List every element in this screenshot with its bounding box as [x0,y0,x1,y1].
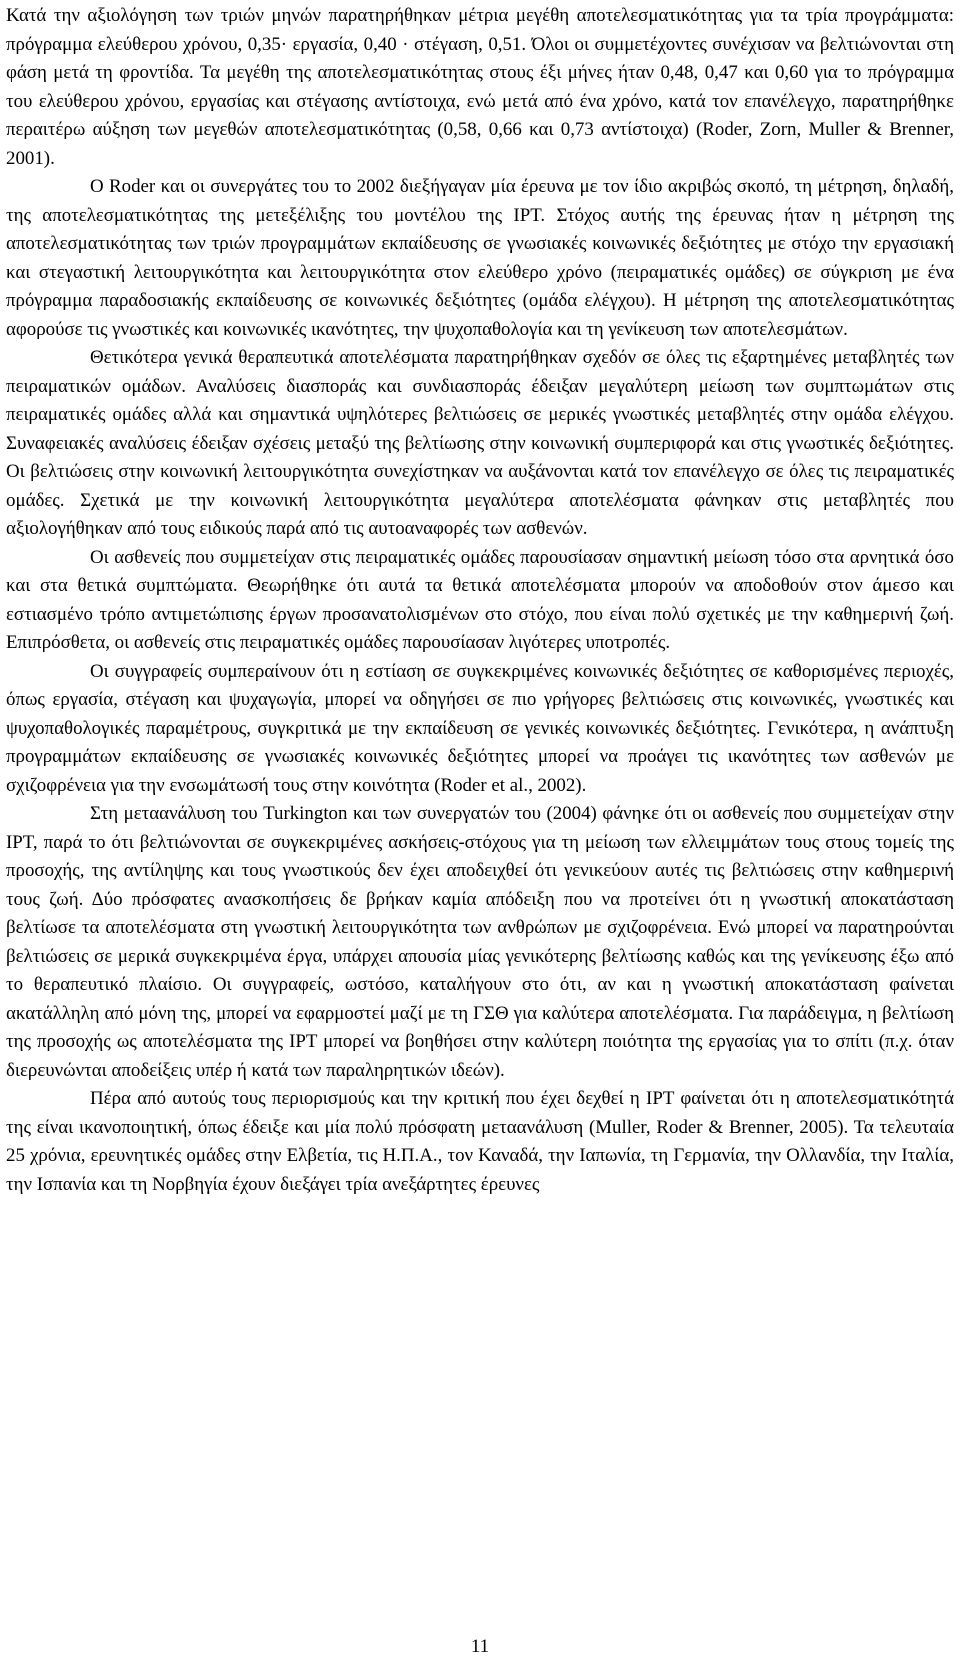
paragraph-turkington-meta-analysis: Στη μεταανάλυση του Turkington και των συνεργατών του (2004) φάνηκε ότι οι ασθενείς που συμμετείχαν στην IPT, παρά το ότι βελτιώνονται σε συγκεκριμένες ασκήσεις-στόχους για τη μείωση των ελλειμμάτων τους στους τομείς της προσοχής, της αντίληψης και τους γνωστικούς δεν έχει αποδειχθεί ότι γενικεύουν αυτές τις βελτιώσεις στην καθημερινή τους ζωή. Δύο πρόσφατες ανασκοπήσεις δε βρήκαν καμία απόδειξη που να προτείνει ότι η γνωστική αποκατάσταση βελτίωσε τα αποτελέσματα στη γνωστική λειτουργικότητα των ανθρώπων με σχιζοφρένεια. Ενώ μπορεί να παρατηρούνται βελτιώσεις σε μερικά συγκεκριμένα έργα, υπάρχει απουσία μίας γενικότερης βελτίωσης καθώς και της γενίκευσης έξω από το θεραπευτικό πλαίσιο. Οι συγγραφείς, ωστόσο, καταλήγουν στο ότι, αν και η γνωστική αποκατάσταση φαίνεται ακατάλληλη από μόνη της, μπορεί να εφαρμοστεί μαζί με τη ΓΣΘ για καλύτερα αποτελέσματα. Για παράδειγμα, η βελτίωση της προσοχής ως αποτελέσματα της IPT μπορεί να βοηθήσει στην καλύτερη ποιότητα της εργασίας για το σπίτι (π.χ. όταν διερευνώνται αποδείξεις υπέρ ή κατά των παραληρητικών ιδεών). [6,803,954,1081]
paragraph-roder-2002-study: Ο Roder και οι συνεργάτες του το 2002 διεξήγαγαν μία έρευνα με τον ίδιο ακριβώς σκοπό, τη μέτρηση, δηλαδή, της αποτελεσματικότητας της μετεξέλιξης του μοντέλου της IPT. Στόχος αυτής της έρευνας ήταν η μέτρηση της αποτελεσματικότητας των τριών προγραμμάτων εκπαίδευσης σε γνωσιακές κοινωνικές δεξιότητες με στόχο την εργασιακή και στεγαστική λειτουργικότητα και λειτουργικότητα στον ελεύθερο χρόνο (πειραματικές ομάδες) σε σύγκριση με ένα πρόγραμμα παραδοσιακής εκπαίδευσης σε κοινωνικές δεξιότητες (ομάδα ελέγχου). Η μέτρηση της αποτελεσματικότητας αφορούσε τις γνωστικές και κοινωνικές ικανότητες, την ψυχοπαθολογία και τη γενίκευση των αποτελεσμάτων. [6,176,954,340]
paragraph-ipt-effectiveness: Πέρα από αυτούς τους περιορισμούς και την κριτική που έχει δεχθεί η IPT φαίνεται ότι η αποτελεσματικότητά της είναι ικανοποιητική, όπως έδειξε και μία πολύ πρόσφατη μεταανάλυση (Muller, Roder & Brenner, 2005). Τα τελευταία 25 χρόνια, ερευνητικές ομάδες στην Ελβετία, τις Η.Π.Α., τον Καναδά, την Ιαπωνία, τη Γερμανία, την Ολλανδία, την Ιταλία, την Ισπανία και τη Νορβηγία έχουν διεξάγει τρία ανεξάρτητες έρευνες [6,1088,954,1195]
paragraph-three-month-results: Κατά την αξιολόγηση των τριών μηνών παρατηρήθηκαν μέτρια μεγέθη αποτελεσματικότητας για τα τρία προγράμματα: πρόγραμμα ελεύθερου χρόνου, 0,35· εργασία, 0,40 · στέγαση, 0,51. Όλοι οι συμμετέχοντες συνέχισαν να βελτιώνονται στη φάση μετά τη φροντίδα. Τα μεγέθη της αποτελεσματικότητας στους έξι μήνες ήταν 0,48, 0,47 και 0,60 για το πρόγραμμα του ελεύθερου χρόνου, εργασίας και στέγασης αντίστοιχα, ενώ μετά από ένα χρόνο, κατά τον επανέλεγχο, παρατηρήθηκε περαιτέρω αύξηση των μεγεθών αποτελεσματικότητας (0,58, 0,66 και 0,73 αντίστοιχα) (Roder, Zorn, Muller & Brenner, 2001). [6,5,954,169]
paragraph-therapeutic-results: Θετικότερα γενικά θεραπευτικά αποτελέσματα παρατηρήθηκαν σχεδόν σε όλες τις εξαρτημένες μεταβλητές των πειραματικών ομάδων. Αναλύσεις διασποράς και συνδιασποράς έδειξαν μεγαλύτερη μείωση των συμπτωμάτων στις πειραματικές ομάδες αλλά και σημαντικά υψηλότερες βελτιώσεις σε μερικές γνωστικές μεταβλητές στην ομάδα ελέγχου. Συναφειακές αναλύσεις έδειξαν σχέσεις μεταξύ της βελτίωσης στην κοινωνική συμπεριφορά και στις γνωστικές δεξιότητες. Οι βελτιώσεις στην κοινωνική λειτουργικότητα συνεχίστηκαν να αυξάνονται κατά τον επανέλεγχο σε όλες τις πειραματικές ομάδες. Σχετικά με την κοινωνική λειτουργικότητα μεγαλύτερα αποτελέσματα φάνηκαν στις μεταβλητές που αξιολογήθηκαν από τους ειδικούς παρά από τις αυτοαναφορές των ασθενών. [6,347,954,539]
paragraph-authors-conclusion: Οι συγγραφείς συμπεραίνουν ότι η εστίαση σε συγκεκριμένες κοινωνικές δεξιότητες σε καθορισμένες περιοχές, όπως εργασία, στέγαση και ψυχαγωγία, μπορεί να οδηγήσει σε πιο γρήγορες βελτιώσεις στις κοινωνικές, γνωστικές και ψυχοπαθολογικές παραμέτρους, συγκριτικά με την εκπαίδευση σε γενικές κοινωνικές δεξιότητες. Γενικότερα, η ανάπτυξη προγραμμάτων εκπαίδευσης σε γνωσιακές κοινωνικές δεξιότητες μπορεί να προάγει τις ικανότητες των ασθενών με σχιζοφρένεια για την ενσωμάτωσή τους στην κοινότητα (Roder et al., 2002). [6,660,954,796]
page-number: 11 [470,1636,490,1657]
paragraph-symptom-reduction: Οι ασθενείς που συμμετείχαν στις πειραματικές ομάδες παρουσίασαν σημαντική μείωση τόσο στα αρνητικά όσο και στα θετικά συμπτώματα. Θεωρήθηκε ότι αυτά τα θετικά αποτελέσματα μπορούν να αποδοθούν στον άμεσο και εστιασμένο τρόπο αντιμετώπισης έργων προσανατολισμένων στο στόχο, που είναι πολύ σχετικές με την καθημερινή ζωή. Επιπρόσθετα, οι ασθενείς στις πειραματικές ομάδες παρουσίασαν λιγότερες υποτροπές. [6,546,954,653]
